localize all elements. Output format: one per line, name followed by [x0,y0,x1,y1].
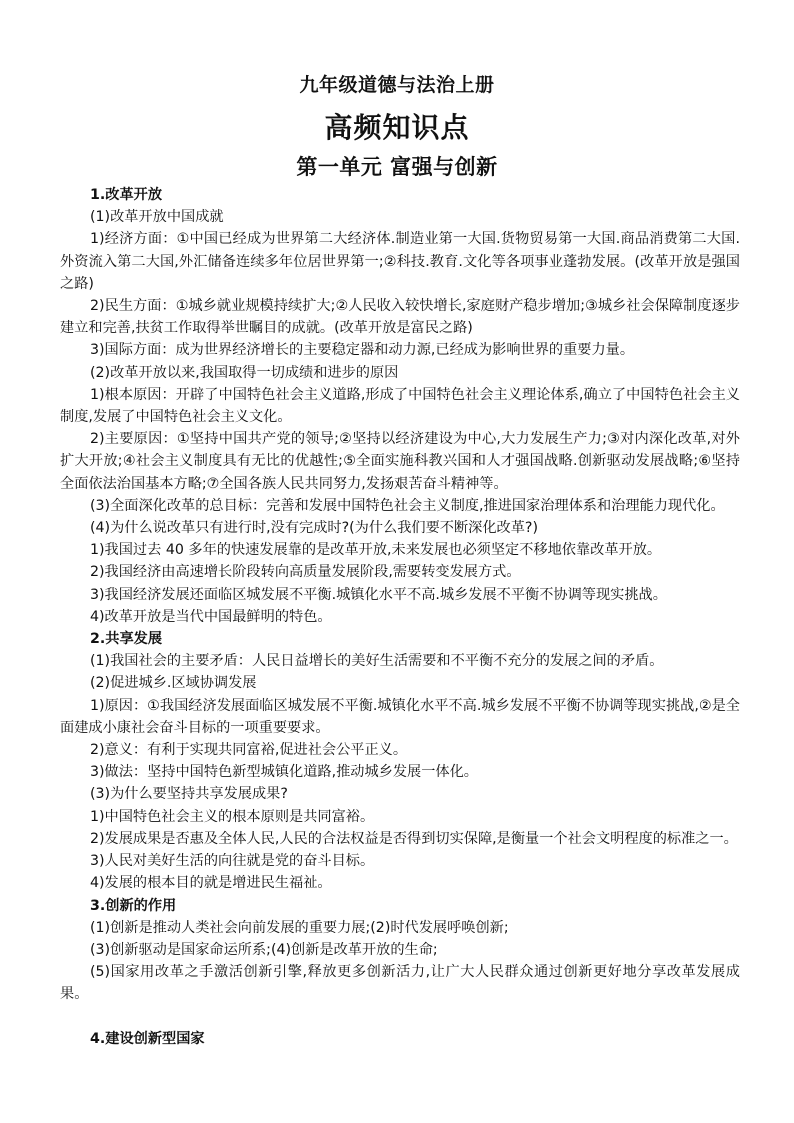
section-heading-innovative-country: 4.建设创新型国家 [90,1030,205,1047]
paragraph: (1)创新是推动人类社会向前发展的重要力展;(2)时代发展呼唤创新; [90,919,509,936]
paragraph: (1)改革开放中国成就 [90,209,224,226]
paragraph: (3)创新驱动是国家命运所系;(4)创新是改革开放的生命; [90,941,438,958]
paragraph: (3)全面深化改革的总目标：完善和发展中国特色社会主义制度,推进国家治理体系和治理能力现代化。 [90,497,725,514]
paragraph: (2)改革开放以来,我国取得一切成绩和进步的原因 [90,364,399,381]
paragraph: 2)主要原因：①坚持中国共产党的领导;②坚持以经济建设为中心,大力发展生产力;③对内深化改革,对外扩大开放;④社会主义制度具有无比的优越性;⑤全面实施科教兴国和人才强国战略.创新驱动发展战略;⑥坚持全面依法治国基本方略;⑦全国各族人民共同努力,发扬艰苦奋斗精神等。 [60,431,740,492]
paragraph: 1)中国特色社会主义的根本原则是共同富裕。 [90,808,375,825]
paragraph: 1)原因：①我国经济发展面临区城发展不平衡.城镇化水平不高.城乡发展不平衡不协调等现实挑战,②是全面建成小康社会奋斗目标的一项重要要求。 [60,697,740,736]
document-grade-title: 九年级道德与法治上册 [299,74,495,96]
paragraph: (5)国家用改革之手激活创新引擎,释放更多创新活力,让广大人民群众通过创新更好地分享改革发展成果。 [60,964,740,1003]
paragraph: 2)意义：有利于实现共同富裕,促进社会公平正义。 [90,742,408,759]
paragraph: 1)我国过去 40 多年的快速发展靠的是改革开放,未来发展也必须坚定不移地依靠改革开放。 [90,542,662,559]
paragraph: 3)人民对美好生活的向往就是党的奋斗目标。 [90,853,375,870]
document-main-title: 高频知识点 [324,111,470,144]
section-heading-shared-development: 2.共享发展 [90,631,163,648]
paragraph: 2)民生方面：①城乡就业规模持续扩大;②人民收入较快增长,家庭财产稳步增加;③城乡社会保障制度逐步建立和完善,扶贫工作取得举世瞩目的成就。(改革开放是富民之路) [60,298,740,337]
paragraph: 3)国际方面：成为世界经济增长的主要稳定器和动力源,已经成为影响世界的重要力量。 [90,342,635,359]
paragraph: 3)做法：坚持中国特色新型城镇化道路,推动城乡发展一体化。 [90,764,478,781]
paragraph: 2)我国经济由高速增长阶段转向高质量发展阶段,需要转变发展方式。 [90,564,521,581]
section-heading-reform: 1.改革开放 [90,187,163,203]
document-body [60,184,740,1050]
paragraph: 1)根本原因：开辟了中国特色社会主义道路,形成了中国特色社会主义理论体系,确立了中国特色社会主义制度,发展了中国特色社会主义文化。 [60,386,740,426]
section-heading-innovation-role: 3.创新的作用 [90,897,177,914]
paragraph: (2)促进城乡.区域协调发展 [90,675,257,692]
paragraph: 4)改革开放是当代中国最鲜明的特色。 [90,608,332,625]
paragraph: 2)发展成果是否惠及全体人民,人民的合法权益是否得到切实保障,是衡量一个社会文明程度的标准之一。 [90,830,738,847]
blank-line [60,1006,740,1028]
paragraph: (1)我国社会的主要矛盾：人民日益增长的美好生活需要和不平衡不充分的发展之间的矛盾。 [90,653,664,670]
unit-title: 第一单元 富强与创新 [296,155,498,179]
paragraph: (4)为什么说改革只有进行时,没有完成时?(为什么我们要不断深化改革?) [90,520,538,537]
paragraph: 3)我国经济发展还面临区城发展不平衡.城镇化水平不高.城乡发展不平衡不协调等现实挑战。 [90,586,667,603]
paragraph: (3)为什么要坚持共享发展成果? [90,786,288,803]
paragraph: 4)发展的根本目的就是增进民生福祉。 [90,875,332,892]
paragraph: 1)经济方面：①中国已经成为世界第二大经济体.制造业第一大国.货物贸易第一大国.商品消费第二大国.外资流入第二大国,外汇储备连续多年位居世界第一;②科技.教育.文化等各项事业蓬勃发展。(改革开放是强国之路) [60,231,740,292]
